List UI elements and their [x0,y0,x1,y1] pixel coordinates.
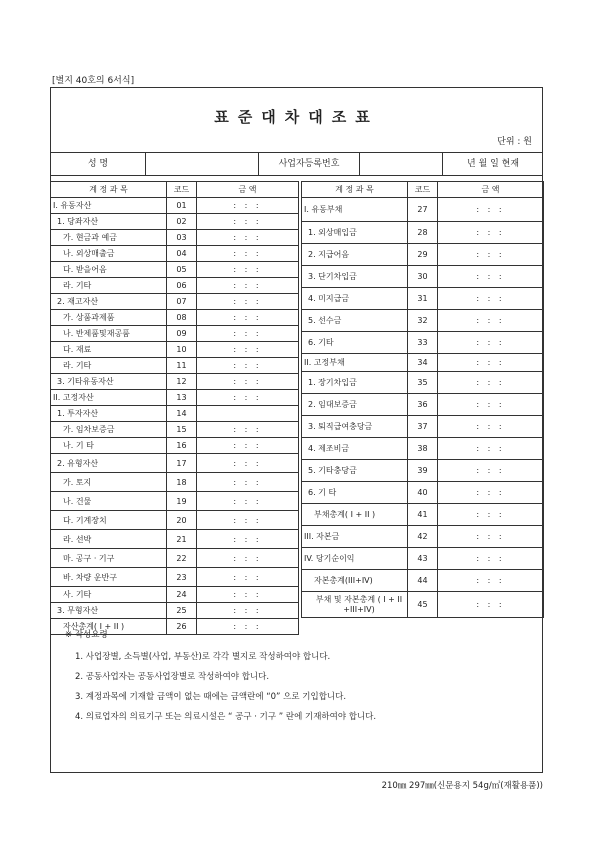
account-code: 28 [408,222,438,244]
account-name: 3. 퇴직급여충당금 [302,416,408,438]
table-row [302,372,544,394]
account-code: 32 [408,310,438,332]
amount-field[interactable]: : : : [438,526,544,548]
account-name: 자본총계(III+IV) [302,570,408,592]
instruction-item: 4. 의료업자의 의료기구 또는 의료시설은 “ 공구 · 기구 ” 란에 기재하여야 합니다. [75,712,377,722]
table-row [302,526,544,548]
table-row [51,246,299,262]
table-row [51,326,299,342]
amount-field[interactable]: : : : [197,422,299,438]
account-code: 43 [408,548,438,570]
account-name: 가. 상품과제품 [51,310,167,326]
table-row [302,592,544,618]
account-code: 39 [408,460,438,482]
amount-field[interactable]: : : : [197,294,299,310]
table-row [51,262,299,278]
amount-field[interactable]: : : : [197,454,299,473]
account-name: 1. 외상매입금 [302,222,408,244]
table-row [51,473,299,492]
amount-field[interactable]: : : : [197,358,299,374]
account-code: 20 [167,511,197,530]
account-code: 27 [408,198,438,222]
table-row [51,390,299,406]
amount-field[interactable]: : : : [197,342,299,358]
table-row [51,454,299,473]
account-column-header: 계 정 과 목 [51,182,167,198]
table-row [51,492,299,511]
amount-field[interactable]: : : : [438,416,544,438]
account-code: 10 [167,342,197,358]
table-row [51,374,299,390]
account-name: I. 유동자산 [51,198,167,214]
account-code: 42 [408,526,438,548]
account-name: 부채총계( I + II ) [302,504,408,526]
account-name: 바. 차량 운반구 [51,568,167,587]
account-name: 나. 기 타 [51,438,167,454]
table-row [302,354,544,372]
account-code: 24 [167,587,197,603]
account-name: 라. 기타 [51,278,167,294]
business-number-field[interactable] [360,153,442,175]
form-number-label: [별지 40호의 6서식] [52,76,135,86]
instructions [65,628,376,730]
account-code: 41 [408,504,438,526]
amount-field[interactable]: : : : [438,198,544,222]
account-code: 16 [167,438,197,454]
amount-field[interactable]: : : : [438,266,544,288]
table-row [51,278,299,294]
amount-field[interactable]: : : : [197,568,299,587]
table-row [51,214,299,230]
instructions-heading: ※ 작성요령 [65,630,108,640]
account-code: 38 [408,438,438,460]
amount-field[interactable]: : : : [197,587,299,603]
amount-field[interactable]: : : : [197,511,299,530]
amount-field[interactable]: : : : [197,390,299,406]
table-row [51,198,299,214]
table-row [302,222,544,244]
amount-field[interactable]: : : : [197,278,299,294]
account-code: 15 [167,422,197,438]
account-name: 1. 당좌자산 [51,214,167,230]
amount-field[interactable]: : : : [438,482,544,504]
table-row [302,570,544,592]
account-name: 6. 기타 [302,332,408,354]
amount-field[interactable]: : : : [438,222,544,244]
account-name: 1. 장기차입금 [302,372,408,394]
liabilities-header-row [302,182,544,198]
unit-label: 단위 : 원 [497,137,532,147]
account-name: 나. 반제품및재공품 [51,326,167,342]
account-code: 17 [167,454,197,473]
account-name: 사. 기타 [51,587,167,603]
table-row [51,422,299,438]
amount-field[interactable]: : : : [197,473,299,492]
account-code: 08 [167,310,197,326]
table-row [51,358,299,374]
amount-field[interactable]: : : : [438,504,544,526]
account-code: 03 [167,230,197,246]
table-row [51,587,299,603]
account-code: 11 [167,358,197,374]
amount-field[interactable]: : : : [197,230,299,246]
table-row [51,294,299,310]
account-code: 19 [167,492,197,511]
code-column-header: 코드 [408,182,438,198]
account-name: 2. 재고자산 [51,294,167,310]
header-row [51,152,542,176]
account-code: 40 [408,482,438,504]
account-name: 다. 재료 [51,342,167,358]
instruction-item: 2. 공동사업자는 공동사업장별로 작성하여야 합니다. [75,672,270,682]
amount-field[interactable]: : : : [197,198,299,214]
account-name: 다. 기계장치 [51,511,167,530]
amount-field[interactable]: : : : [197,619,299,635]
amount-field[interactable]: : : : [438,548,544,570]
paper-spec-footer: 210㎜ 297㎜(신문용지 54g/㎡(재활용품)) [381,781,543,791]
account-name: 1. 투자자산 [51,406,167,422]
amount-column-header: 금 액 [197,182,299,198]
account-code: 01 [167,198,197,214]
account-code: 02 [167,214,197,230]
account-code: 26 [167,619,197,635]
amount-column-header: 금 액 [438,182,544,198]
account-name: 4. 제조비금 [302,438,408,460]
amount-field[interactable]: : : : [438,244,544,266]
table-row [51,438,299,454]
amount-field[interactable]: : : : [438,394,544,416]
account-code: 23 [167,568,197,587]
amount-field[interactable]: : : : [197,374,299,390]
table-row [51,530,299,549]
name-label: 성 명 [87,159,109,169]
amount-field[interactable]: : : : [438,438,544,460]
business-number-label: 사업자등록번호 [278,159,340,169]
account-name: 4. 미지급금 [302,288,408,310]
table-row [302,266,544,288]
account-name: 3. 단기차입금 [302,266,408,288]
amount-field[interactable]: : : : [197,310,299,326]
account-code: 05 [167,262,197,278]
account-name: III. 자본금 [302,526,408,548]
account-name: 마. 공구 · 기구 [51,549,167,568]
table-row [302,482,544,504]
account-name: II. 고정부채 [302,354,408,372]
account-code: 07 [167,294,197,310]
account-name: 5. 선수금 [302,310,408,332]
balance-sheet-form [50,87,543,773]
instruction-item: 1. 사업장별, 소득별(사업, 부동산)로 각각 별지로 작성하여야 합니다. [75,652,331,662]
amount-field[interactable]: : : : [197,549,299,568]
page-title: 표준대차대조표 [214,108,379,126]
account-code: 06 [167,278,197,294]
table-row [302,198,544,222]
account-code: 09 [167,326,197,342]
account-name: 다. 받을어음 [51,262,167,278]
account-name: 부채 및 자본총계 ( I + II +III+IV) [302,592,408,618]
amount-field[interactable]: : : : [438,354,544,372]
account-name: 2. 임대보증금 [302,394,408,416]
code-column-header: 코드 [167,182,197,198]
assets-header-row [51,182,299,198]
table-row [302,332,544,354]
account-name: 라. 기타 [51,358,167,374]
table-row [302,416,544,438]
table-row [302,288,544,310]
amount-field[interactable] [197,406,299,422]
account-code: 36 [408,394,438,416]
date-label: 년 월 일 현재 [466,159,520,169]
table-row [51,230,299,246]
account-name: 나. 건물 [51,492,167,511]
account-code: 44 [408,570,438,592]
amount-field[interactable]: : : : [197,246,299,262]
account-code: 45 [408,592,438,618]
table-row [51,406,299,422]
account-code: 31 [408,288,438,310]
account-code: 12 [167,374,197,390]
account-name: 자산총계( I + II ) [51,619,167,635]
table-row [302,310,544,332]
amount-field[interactable]: : : : [438,288,544,310]
account-name: I. 유동부채 [302,198,408,222]
account-name: 3. 무형자산 [51,603,167,619]
table-row [51,511,299,530]
table-row [51,603,299,619]
table-row [302,244,544,266]
name-field[interactable] [146,153,258,175]
table-row [302,438,544,460]
account-name: 가. 임차보증금 [51,422,167,438]
amount-field[interactable]: : : : [197,492,299,511]
account-name: 가. 현금과 예금 [51,230,167,246]
account-column-header: 계 정 과 목 [302,182,408,198]
account-code: 22 [167,549,197,568]
account-code: 33 [408,332,438,354]
amount-field[interactable]: : : : [197,214,299,230]
amount-field[interactable]: : : : [197,530,299,549]
account-code: 25 [167,603,197,619]
amount-field[interactable]: : : : [197,326,299,342]
account-code: 29 [408,244,438,266]
account-name: 라. 선박 [51,530,167,549]
table-row [302,548,544,570]
table-row [51,549,299,568]
amount-field[interactable]: : : : [197,438,299,454]
account-code: 14 [167,406,197,422]
amount-field[interactable]: : : : [438,372,544,394]
account-name: 6. 기 타 [302,482,408,504]
table-row [51,342,299,358]
account-name: 나. 외상매출금 [51,246,167,262]
instruction-item: 3. 계정과목에 기재할 금액이 없는 때에는 금액란에 “0” 으로 기입합니다. [75,692,347,702]
account-code: 13 [167,390,197,406]
amount-field[interactable]: : : : [438,570,544,592]
amount-field[interactable]: : : : [438,310,544,332]
account-code: 35 [408,372,438,394]
table-row [302,460,544,482]
account-name: IV. 당기순이익 [302,548,408,570]
account-code: 18 [167,473,197,492]
account-name: 5. 기타충당금 [302,460,408,482]
amount-field[interactable]: : : : [438,592,544,618]
amount-field[interactable]: : : : [197,262,299,278]
amount-field[interactable]: : : : [197,603,299,619]
account-name: 3. 기타유동자산 [51,374,167,390]
table-row [51,310,299,326]
account-name: 2. 유형자산 [51,454,167,473]
amount-field[interactable]: : : : [438,332,544,354]
table-row [51,568,299,587]
table-row [302,394,544,416]
account-code: 04 [167,246,197,262]
table-row [302,504,544,526]
amount-field[interactable]: : : : [438,460,544,482]
account-name: II. 고정자산 [51,390,167,406]
liabilities-table [301,181,544,618]
assets-table [50,181,299,635]
account-code: 30 [408,266,438,288]
account-code: 21 [167,530,197,549]
account-name: 가. 토지 [51,473,167,492]
account-name: 2. 지급어음 [302,244,408,266]
account-code: 37 [408,416,438,438]
account-code: 34 [408,354,438,372]
